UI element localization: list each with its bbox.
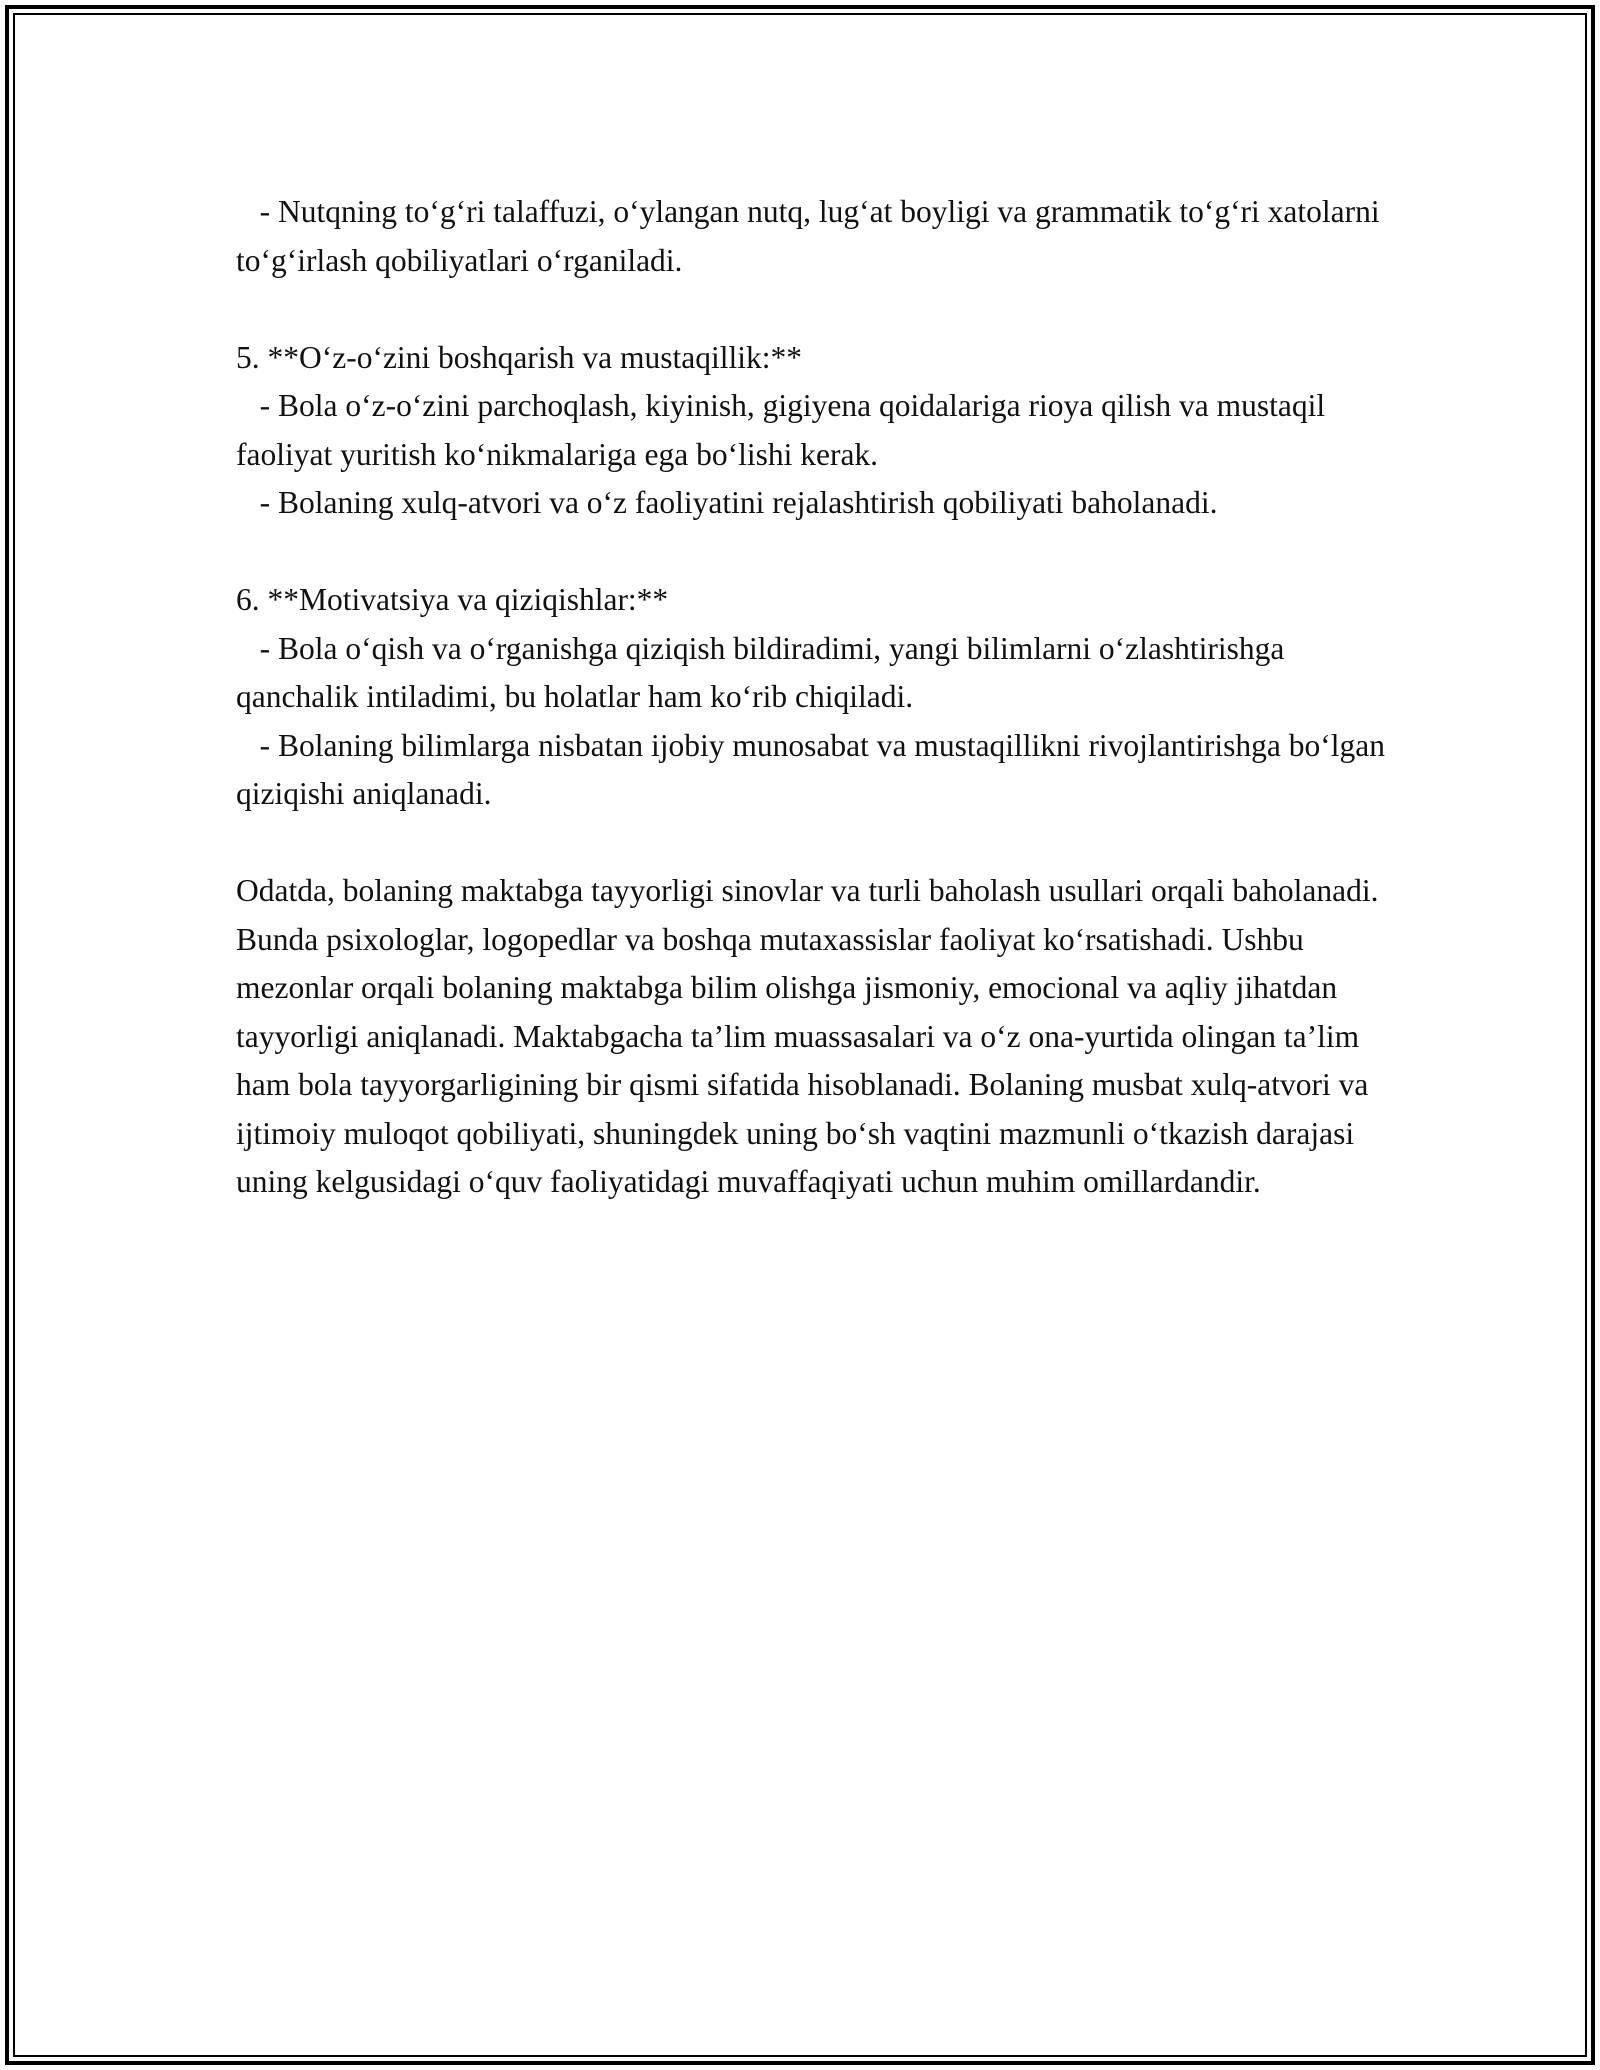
- document-body: [236, 188, 1396, 1207]
- paragraph-spacer: [236, 819, 1396, 868]
- section-heading-self-management: 5. **O‘z-o‘zini boshqarish va mustaqillik:**: [236, 339, 803, 375]
- self-management-item-1: - Bola o‘z-o‘zini parchoqlash, kiyinish, gigiyena qoidalariga rioya qilish va mustaqil faoliyat yuritish ko‘nikmalariga ega bo‘lishi kerak.: [236, 388, 1333, 472]
- speech-criteria-item: - Nutqning to‘g‘ri talaffuzi, o‘ylangan nutq, lug‘at boyligi va grammatik to‘g‘ri xatolarni to‘g‘irlash qobiliyatlari o‘rganiladi.: [236, 194, 1388, 278]
- conclusion-paragraph: Odatda, bolaning maktabga tayyorligi sinovlar va turli baholash usullari orqali baholanadi. Bunda psixologlar, logopedlar va boshqa mutaxassislar faoliyat ko‘rsatishadi. Ushbu mezonlar orqali bolaning maktabga bilim olishga jismoniy, emocional va aqliy jihatdan tayyorligi aniqlanadi. Maktabgacha ta’lim muassasalari va o‘z ona-yurtida olingan ta’lim ham bola tayyorgarligining bir qismi sifatida hisoblanadi. Bolaning musbat xulq-atvori va ijtimoiy muloqot qobiliyati, shuningdek uning bo‘sh vaqtini mazmunli o‘tkazish darajasi uning kelgusidagi o‘quv faoliyatidagi muvaffaqiyati uchun muhim omillardandir.: [236, 873, 1387, 1199]
- self-management-item-2: - Bolaning xulq-atvori va o‘z faoliyatini rejalashtirish qobiliyati baholanadi.: [236, 485, 1218, 520]
- motivation-item-1: - Bola o‘qish va o‘rganishga qiziqish bildiradimi, yangi bilimlarni o‘zlashtirishga qanchalik intiladimi, bu holatlar ham ko‘rib chiqiladi.: [236, 630, 1293, 714]
- section-heading-motivation: 6. **Motivatsiya va qiziqishlar:**: [236, 582, 669, 617]
- paragraph-spacer: [236, 528, 1396, 577]
- paragraph-spacer: [236, 285, 1396, 334]
- motivation-item-2: - Bolaning bilimlarga nisbatan ijobiy munosabat va mustaqillikni rivojlantirishga bo‘lgan qiziqishi aniqlanadi.: [236, 727, 1393, 811]
